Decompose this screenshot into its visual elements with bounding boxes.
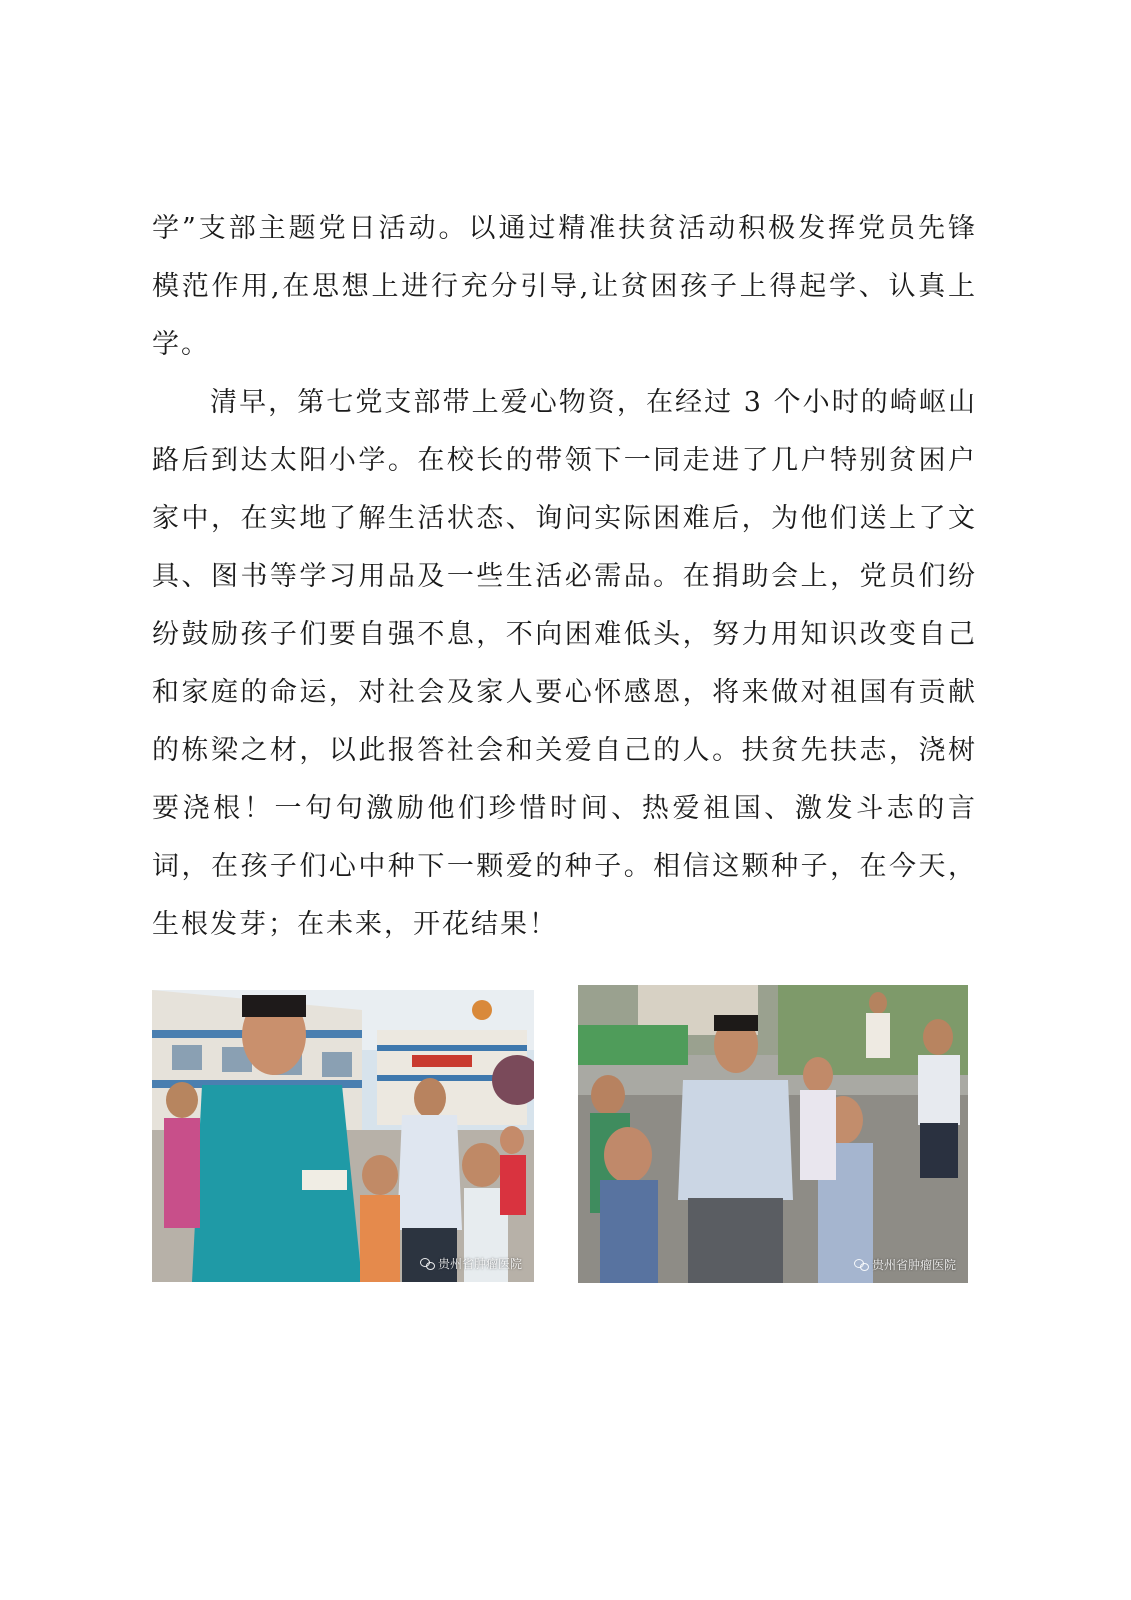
paragraph-2: 清早，第七党支部带上爱心物资，在经过 3 个小时的崎岖山路后到达太阳小学。在校长的带领下一同走进了几户特别贫困户家中，在实地了解生活状态、询问实际困难后，为他们送上了文具、图书等学习用品及一些生活必需品。在捐助会上，党员们纷纷鼓励孩子们要自强不息，不向困难低头，努力用知识改变自己和家庭的命运，对社会及家人要心怀感恩，将来做对祖国有贡献的栋梁之材，以此报答社会和关爱自己的人。扶贫先扶志，浇树要浇根！一句句激励他们珍惜时间、热爱祖国、激发斗志的言词，在孩子们心中种下一颗爱的种子。相信这颗种子，在今天，生根发芽；在未来，开花结果！	[152, 387, 977, 940]
article-body	[152, 200, 977, 954]
wechat-icon	[420, 1258, 434, 1270]
photo-school-visit-right	[578, 985, 968, 1283]
photo-school-visit-left	[152, 990, 534, 1282]
photo-left-watermark	[420, 1255, 522, 1272]
photo-right-watermark-text: 贵州省肿瘤医院	[871, 1258, 956, 1272]
photo-right-watermark	[854, 1256, 956, 1273]
photo-right-illustration	[578, 985, 968, 1283]
photo-left-watermark-text: 贵州省肿瘤医院	[437, 1257, 522, 1271]
photo-left-illustration	[152, 990, 534, 1282]
paragraph-1: 学”支部主题党日活动。以通过精准扶贫活动积极发挥党员先锋模范作用,在思想上进行充分引导,让贫困孩子上得起学、认真上学。	[152, 213, 977, 360]
wechat-icon	[854, 1259, 868, 1271]
